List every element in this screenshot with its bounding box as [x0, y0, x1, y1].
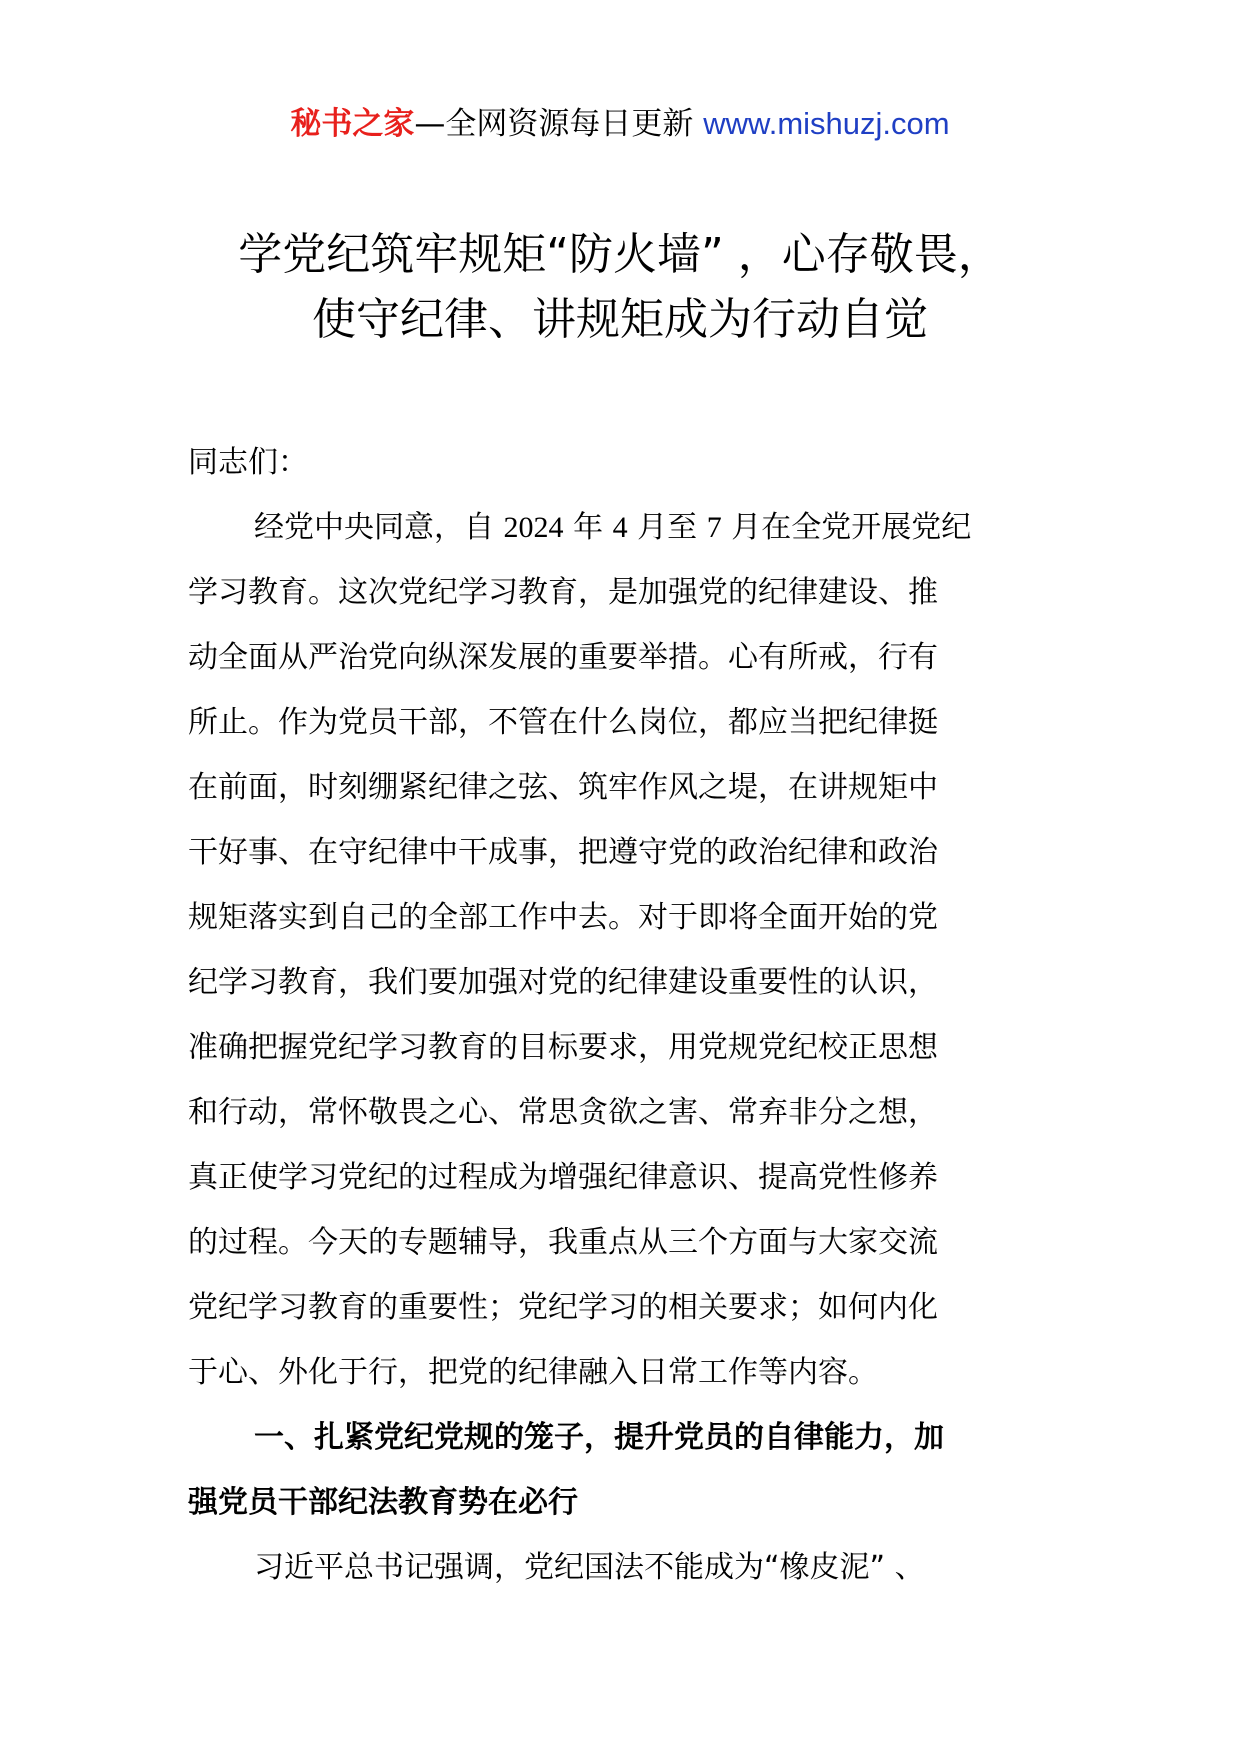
paragraph-line: 真正使学习党纪的过程成为增强纪律意识、提高党性修养: [188, 1160, 938, 1195]
paragraph-line: 和行动，常怀敬畏之心、常思贪欲之害、常弃非分之想，: [188, 1095, 938, 1130]
paragraph-line: 规矩落实到自己的全部工作中去。对于即将全面开始的党: [188, 900, 938, 935]
text-run: 月至: [627, 510, 707, 545]
paragraph-line: 习近平总书记强调，党纪国法不能成为“橡皮泥” 、: [254, 1550, 925, 1585]
salutation: 同志们：: [188, 445, 308, 480]
month-number: 4: [612, 511, 628, 544]
document-title: [150, 222, 1090, 352]
section-heading-line: 强党员干部纪法教育势在必行: [188, 1485, 578, 1520]
paragraph-line: 在前面，时刻绷紧纪律之弦、筑牢作风之堤，在讲规矩中: [188, 770, 938, 805]
paragraph-line: 的过程。今天的专题辅导，我重点从三个方面与大家交流: [188, 1225, 938, 1260]
paragraph-line: 所止。作为党员干部，不管在什么岗位，都应当把纪律挺: [188, 705, 938, 740]
text-run: 年: [563, 510, 613, 545]
paragraph-line: 纪学习教育，我们要加强对党的纪律建设重要性的认识，: [188, 965, 938, 1000]
paragraph-line: 于心、外化于行，把党的纪律融入日常工作等内容。: [188, 1355, 878, 1390]
paragraph-line: 准确把握党纪学习教育的目标要求，用党规党纪校正思想: [188, 1030, 938, 1065]
text-run: 月在全党开展党纪: [721, 510, 972, 545]
document-body: [188, 430, 1056, 1600]
brand-name: 秘书之家: [290, 106, 415, 142]
site-header: [0, 100, 1240, 148]
paragraph-line: 动全面从严治党向纵深发展的重要举措。心有所戒，行有: [188, 640, 938, 675]
header-tagline: —全网资源每日更新: [414, 106, 704, 142]
paragraph-line: [188, 495, 1056, 560]
paragraph-line: 干好事、在守纪律中干成事，把遵守党的政治纪律和政治: [188, 835, 938, 870]
paragraph-line: 党纪学习教育的重要性；党纪学习的相关要求；如何内化: [188, 1290, 938, 1325]
month-number: 7: [706, 511, 722, 544]
year-number: 2024: [503, 511, 564, 544]
title-line-2: 使守纪律、讲规矩成为行动自觉: [312, 294, 928, 345]
section-heading-line: 一、扎紧党纪党规的笼子，提升党员的自律能力，加: [254, 1420, 944, 1455]
paragraph-line: 学习教育。这次党纪学习教育，是加强党的纪律建设、推: [188, 575, 938, 610]
text-run: 经党中央同意，自: [254, 510, 504, 545]
title-line-1: 学党纪筑牢规矩“防火墙” ，心存敬畏，: [238, 229, 1002, 280]
site-url[interactable]: www.mishuzj.com: [703, 106, 950, 141]
